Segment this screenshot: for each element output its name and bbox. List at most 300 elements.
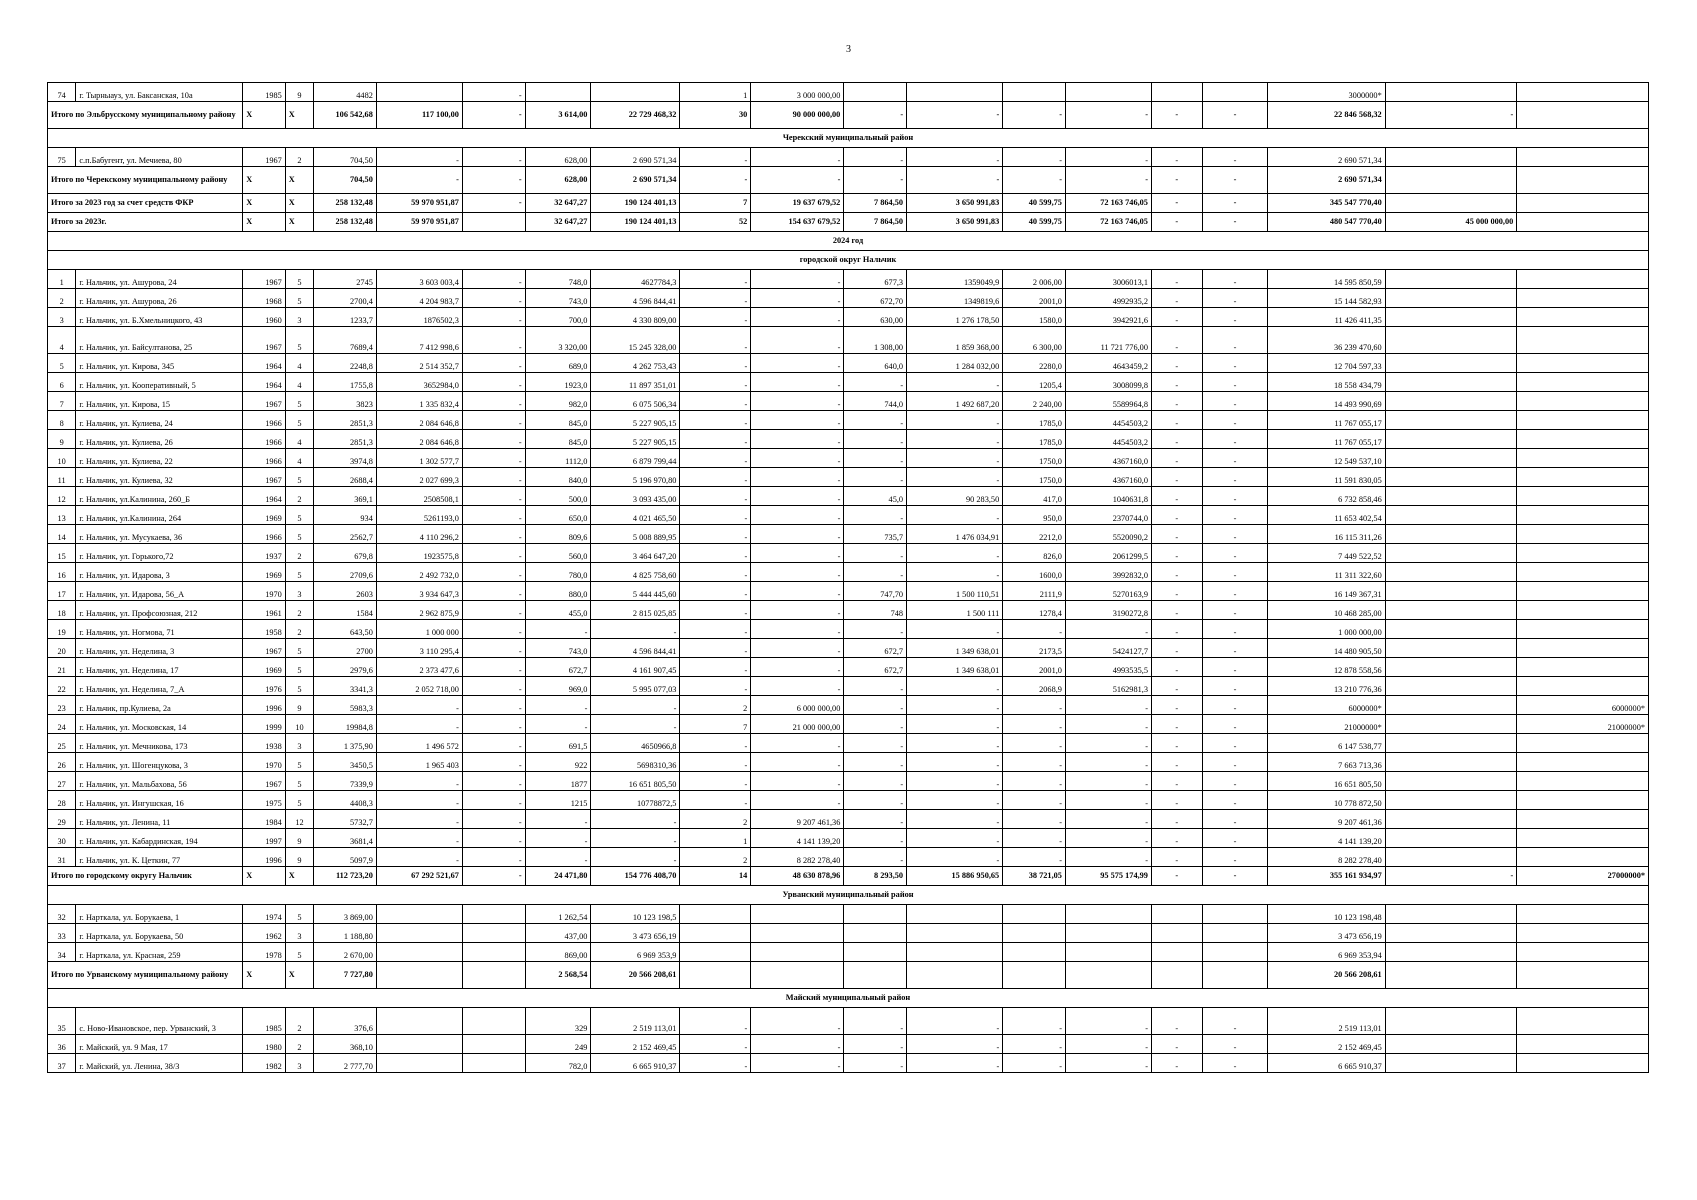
table-cell: - [907, 810, 1003, 829]
table-cell: 3 [285, 1054, 313, 1073]
table-cell: - [844, 373, 907, 392]
table-cell: 36 [48, 1035, 76, 1054]
table-cell: - [1202, 148, 1268, 167]
table-cell: - [1202, 392, 1268, 411]
table-row [48, 373, 1649, 392]
page-number: 3 [846, 44, 851, 55]
table-cell: 2 777,70 [314, 1054, 377, 1073]
table-cell: 4993535,5 [1065, 658, 1151, 677]
section-header-row [48, 251, 1649, 270]
table-cell [1003, 924, 1066, 943]
table-cell: 840,0 [525, 468, 591, 487]
table-cell: 258 132,48 [314, 194, 377, 213]
table-row [48, 1054, 1649, 1073]
table-cell: - [680, 544, 751, 563]
table-cell: 154 776 408,70 [591, 867, 680, 886]
table-cell: - [751, 327, 844, 354]
table-cell: 2068,9 [1003, 677, 1066, 696]
table-cell: 1966 [243, 411, 286, 430]
table-cell: - [844, 411, 907, 430]
table-cell: 1 500 111 [907, 601, 1003, 620]
table-cell: - [844, 102, 907, 129]
table-cell [1385, 962, 1517, 989]
table-cell [1385, 563, 1517, 582]
table-cell: 628,00 [525, 148, 591, 167]
table-cell: - [462, 867, 525, 886]
table-cell: 1967 [243, 270, 286, 289]
table-cell: - [1202, 658, 1268, 677]
table-cell: - [376, 772, 462, 791]
table-cell: - [1151, 810, 1202, 829]
table-cell: - [680, 582, 751, 601]
table-cell [1517, 905, 1649, 924]
total-row [48, 167, 1649, 194]
table-cell: - [751, 544, 844, 563]
table-cell: 934 [314, 506, 377, 525]
table-cell: - [1151, 848, 1202, 867]
table-cell [376, 905, 462, 924]
table-cell: - [1003, 696, 1066, 715]
table-cell: 5270163,9 [1065, 582, 1151, 601]
table-cell: 704,50 [314, 148, 377, 167]
table-cell [1151, 905, 1202, 924]
table-cell: - [907, 411, 1003, 430]
table-cell: 11 767 055,17 [1268, 430, 1385, 449]
table-cell: 1975 [243, 791, 286, 810]
table-row [48, 327, 1649, 354]
table-cell: 5 995 077,03 [591, 677, 680, 696]
table-cell: 95 575 174,99 [1065, 867, 1151, 886]
table-cell: 13 210 776,36 [1268, 677, 1385, 696]
table-cell: 4 204 983,7 [376, 289, 462, 308]
table-cell: - [1202, 601, 1268, 620]
table-cell: - [751, 487, 844, 506]
table-cell [1517, 563, 1649, 582]
table-cell [1517, 213, 1649, 232]
table-cell: 5 444 445,60 [591, 582, 680, 601]
table-cell: - [1202, 411, 1268, 430]
table-cell: 2851,3 [314, 430, 377, 449]
table-cell: 1 000 000,00 [1268, 620, 1385, 639]
table-cell: 5 227 905,15 [591, 411, 680, 430]
table-cell: - [751, 658, 844, 677]
table-cell [1517, 1035, 1649, 1054]
table-cell [1517, 506, 1649, 525]
table-cell: 2111,9 [1003, 582, 1066, 601]
table-cell: 2979,6 [314, 658, 377, 677]
table-cell: 376,6 [314, 1008, 377, 1035]
table-row [48, 270, 1649, 289]
table-cell: 2 052 718,00 [376, 677, 462, 696]
table-cell: Итого по городскому округу Нальчик [48, 867, 243, 886]
table-cell: 628,00 [525, 167, 591, 194]
total-row [48, 194, 1649, 213]
table-cell: - [1202, 620, 1268, 639]
table-cell [376, 943, 462, 962]
table-cell: 2709,6 [314, 563, 377, 582]
table-cell: 704,50 [314, 167, 377, 194]
table-cell: г. Нальчик, ул. Ингушская, 16 [76, 791, 243, 810]
table-row [48, 411, 1649, 430]
table-cell: Х [243, 962, 286, 989]
table-row [48, 943, 1649, 962]
table-cell: 3 934 647,3 [376, 582, 462, 601]
table-cell [1385, 544, 1517, 563]
table-cell: - [844, 753, 907, 772]
table-cell: 437,00 [525, 924, 591, 943]
table-cell: 3 000 000,00 [751, 83, 844, 102]
table-cell: 2370744,0 [1065, 506, 1151, 525]
table-cell [1517, 620, 1649, 639]
table-cell: 2851,3 [314, 411, 377, 430]
table-cell [1065, 905, 1151, 924]
table-cell: - [1151, 715, 1202, 734]
table-cell: Х [285, 194, 313, 213]
table-cell: - [462, 194, 525, 213]
table-cell: - [907, 468, 1003, 487]
table-cell: 672,7 [525, 658, 591, 677]
table-cell: - [907, 449, 1003, 468]
table-cell: 1985 [243, 1008, 286, 1035]
table-cell: 1 188,80 [314, 924, 377, 943]
table-cell: 1999 [243, 715, 286, 734]
table-cell [1517, 411, 1649, 430]
table-cell [751, 943, 844, 962]
table-cell: - [1065, 734, 1151, 753]
table-cell: 190 124 401,13 [591, 213, 680, 232]
table-cell: 5983,3 [314, 696, 377, 715]
table-cell: 21 000 000,00 [751, 715, 844, 734]
table-cell: 3823 [314, 392, 377, 411]
table-cell: 1359049,9 [907, 270, 1003, 289]
table-cell: 5 196 970,80 [591, 468, 680, 487]
table-cell: 4 [285, 354, 313, 373]
table-cell: 5 [285, 791, 313, 810]
repair-schedule-table [47, 82, 1649, 1073]
table-cell [1517, 639, 1649, 658]
table-cell [1385, 506, 1517, 525]
table-cell: 6 732 858,46 [1268, 487, 1385, 506]
table-cell: 2508508,1 [376, 487, 462, 506]
table-cell: 2 [285, 544, 313, 563]
table-cell: 31 [48, 848, 76, 867]
table-cell: 8 [48, 411, 76, 430]
table-cell: 1996 [243, 848, 286, 867]
table-cell: - [751, 289, 844, 308]
table-cell: - [462, 449, 525, 468]
table-cell [1517, 658, 1649, 677]
section-title: Черекский муниципальный район [48, 129, 1649, 148]
table-cell: 4367160,0 [1065, 468, 1151, 487]
table-cell: 5589964,8 [1065, 392, 1151, 411]
table-cell: - [844, 791, 907, 810]
table-cell: 3652984,0 [376, 373, 462, 392]
table-cell: г. Нальчик, ул. Кулиева, 22 [76, 449, 243, 468]
table-cell [1385, 848, 1517, 867]
table-cell: - [1003, 829, 1066, 848]
table-cell: 2 152 469,45 [591, 1035, 680, 1054]
table-cell: г. Нальчик, ул. Мечникова, 173 [76, 734, 243, 753]
table-cell: 7 864,50 [844, 213, 907, 232]
table-cell: г. Нальчик, ул. Кулиева, 24 [76, 411, 243, 430]
table-cell: - [1202, 867, 1268, 886]
table-cell: 1 375,90 [314, 734, 377, 753]
table-cell [1385, 392, 1517, 411]
section-header-row [48, 886, 1649, 905]
table-cell [1385, 289, 1517, 308]
table-cell: 969,0 [525, 677, 591, 696]
table-cell: - [376, 848, 462, 867]
table-row [48, 639, 1649, 658]
table-cell [680, 905, 751, 924]
table-cell: Х [285, 213, 313, 232]
table-cell: - [1151, 308, 1202, 327]
table-cell: - [907, 1035, 1003, 1054]
table-cell [1385, 829, 1517, 848]
table-row [48, 83, 1649, 102]
table-cell: 679,8 [314, 544, 377, 563]
table-cell: 1 859 368,00 [907, 327, 1003, 354]
table-cell: 1 [48, 270, 76, 289]
table-cell: 59 970 951,87 [376, 194, 462, 213]
table-cell: 1877 [525, 772, 591, 791]
table-cell: 1580,0 [1003, 308, 1066, 327]
table-cell: - [462, 677, 525, 696]
table-cell: - [680, 753, 751, 772]
table-cell: 19 637 679,52 [751, 194, 844, 213]
table-cell: 2 815 025,85 [591, 601, 680, 620]
table-cell: 5 [285, 392, 313, 411]
table-cell: 12 549 537,10 [1268, 449, 1385, 468]
table-cell: - [1151, 1054, 1202, 1073]
table-cell: 5520090,2 [1065, 525, 1151, 544]
table-cell: 1980 [243, 1035, 286, 1054]
table-cell: 2 027 699,3 [376, 468, 462, 487]
table-cell: 40 599,75 [1003, 194, 1066, 213]
table-cell: - [1202, 167, 1268, 194]
table-cell: - [680, 327, 751, 354]
table-cell: г. Нальчик, ул. Кулиева, 26 [76, 430, 243, 449]
table-cell: Х [243, 194, 286, 213]
table-cell: 5424127,7 [1065, 639, 1151, 658]
table-cell: - [1202, 373, 1268, 392]
table-cell: 3190272,8 [1065, 601, 1151, 620]
table-cell: - [591, 715, 680, 734]
table-cell: - [680, 1054, 751, 1073]
table-cell [1065, 924, 1151, 943]
table-cell: 1978 [243, 943, 286, 962]
table-cell: 9 207 461,36 [751, 810, 844, 829]
table-cell: 3000000* [1268, 83, 1385, 102]
table-cell: 1966 [243, 449, 286, 468]
table-cell: 4 141 139,20 [751, 829, 844, 848]
table-cell: 19 [48, 620, 76, 639]
table-cell [1517, 962, 1649, 989]
table-cell: г. Нальчик, ул. Кабардинская, 194 [76, 829, 243, 848]
table-cell: 3 [48, 308, 76, 327]
table-cell: - [1065, 810, 1151, 829]
table-cell: 2 [680, 810, 751, 829]
table-cell: 11 653 402,54 [1268, 506, 1385, 525]
table-cell: - [751, 1035, 844, 1054]
table-cell: 6 300,00 [1003, 327, 1066, 354]
table-cell: 4 825 758,60 [591, 563, 680, 582]
table-cell: - [844, 506, 907, 525]
table-cell: 1215 [525, 791, 591, 810]
table-cell: 16 651 805,50 [1268, 772, 1385, 791]
table-cell: 1984 [243, 810, 286, 829]
table-cell: 1976 [243, 677, 286, 696]
table-cell: - [680, 167, 751, 194]
table-cell: 2 006,00 [1003, 270, 1066, 289]
table-cell: 30 [680, 102, 751, 129]
table-cell [1385, 354, 1517, 373]
table-cell: - [680, 354, 751, 373]
table-cell: 2 [680, 696, 751, 715]
table-cell: 1967 [243, 327, 286, 354]
table-cell [1385, 487, 1517, 506]
table-cell: 90 283,50 [907, 487, 1003, 506]
table-cell: 329 [525, 1008, 591, 1035]
table-cell: 40 599,75 [1003, 213, 1066, 232]
table-cell: 5 [285, 525, 313, 544]
table-cell: - [1003, 620, 1066, 639]
table-cell: - [462, 582, 525, 601]
table-cell: - [844, 563, 907, 582]
table-cell: 2 690 571,34 [591, 148, 680, 167]
table-cell [1517, 167, 1649, 194]
table-cell [1065, 943, 1151, 962]
table-cell: 1938 [243, 734, 286, 753]
table-cell: 7 [680, 194, 751, 213]
table-cell: 1 [680, 829, 751, 848]
table-cell: 2 519 113,01 [1268, 1008, 1385, 1035]
table-cell: 2001,0 [1003, 658, 1066, 677]
table-cell [1003, 943, 1066, 962]
table-cell [1385, 924, 1517, 943]
table-cell [907, 83, 1003, 102]
table-cell: - [844, 734, 907, 753]
table-cell: - [1151, 601, 1202, 620]
table-cell: - [525, 620, 591, 639]
table-cell: - [1003, 753, 1066, 772]
table-cell: 20 [48, 639, 76, 658]
table-cell: - [844, 544, 907, 563]
table-cell: - [462, 848, 525, 867]
table-cell: 9 [285, 83, 313, 102]
table-cell [1202, 962, 1268, 989]
table-cell: 5162981,3 [1065, 677, 1151, 696]
table-cell: 845,0 [525, 411, 591, 430]
table-cell: 36 239 470,60 [1268, 327, 1385, 354]
table-cell [1385, 327, 1517, 354]
table-cell: 5 [285, 289, 313, 308]
table-cell: 2700 [314, 639, 377, 658]
table-cell: 1961 [243, 601, 286, 620]
table-cell: - [844, 620, 907, 639]
table-cell: 2 [285, 1008, 313, 1035]
table-cell: г. Нальчик, ул. Московская, 14 [76, 715, 243, 734]
table-cell: Х [243, 867, 286, 886]
table-cell: - [1151, 354, 1202, 373]
table-cell: - [844, 696, 907, 715]
table-cell: 691,5 [525, 734, 591, 753]
table-cell: с.п.Бабугент, ул. Мечиева, 80 [76, 148, 243, 167]
table-cell: 1 262,54 [525, 905, 591, 924]
table-cell [1517, 1008, 1649, 1035]
table-cell [844, 83, 907, 102]
table-cell [1517, 83, 1649, 102]
table-cell: 1923,0 [525, 373, 591, 392]
table-cell: 1964 [243, 354, 286, 373]
table-cell: 2 [285, 487, 313, 506]
table-cell: 72 163 746,05 [1065, 213, 1151, 232]
table-cell: 2 690 571,34 [591, 167, 680, 194]
table-cell: 1600,0 [1003, 563, 1066, 582]
table-cell: 1785,0 [1003, 430, 1066, 449]
table-cell [376, 1035, 462, 1054]
table-cell: - [907, 791, 1003, 810]
table-cell: г. Нарткала, ул. Борукаева, 1 [76, 905, 243, 924]
table-cell: - [1385, 102, 1517, 129]
table-cell [1385, 468, 1517, 487]
table-cell [1385, 696, 1517, 715]
table-cell: 12 878 558,56 [1268, 658, 1385, 677]
table-cell: г. Майский, ул. 9 Мая, 17 [76, 1035, 243, 1054]
table-cell [1385, 639, 1517, 658]
table-cell: - [751, 582, 844, 601]
table-cell: - [462, 715, 525, 734]
table-cell: 2 240,00 [1003, 392, 1066, 411]
table-cell: 3974,8 [314, 449, 377, 468]
table-cell: 1985 [243, 83, 286, 102]
table-cell: 4408,3 [314, 791, 377, 810]
table-cell: - [376, 791, 462, 810]
table-cell: - [751, 601, 844, 620]
table-row [48, 791, 1649, 810]
table-cell: 11 426 411,35 [1268, 308, 1385, 327]
table-cell: - [462, 525, 525, 544]
table-cell: 6 000 000,00 [751, 696, 844, 715]
table-cell: 1967 [243, 772, 286, 791]
table-cell [376, 1008, 462, 1035]
table-cell [844, 924, 907, 943]
table-cell: - [751, 563, 844, 582]
table-cell: - [1202, 213, 1268, 232]
table-cell: - [680, 639, 751, 658]
table-cell: 48 630 878,96 [751, 867, 844, 886]
table-cell: - [680, 563, 751, 582]
table-cell [1517, 582, 1649, 601]
table-cell: - [751, 308, 844, 327]
table-cell: 5 [285, 563, 313, 582]
table-cell: 1278,4 [1003, 601, 1066, 620]
table-cell: 9 207 461,36 [1268, 810, 1385, 829]
table-cell: 345 547 770,40 [1268, 194, 1385, 213]
table-row [48, 696, 1649, 715]
table-cell: 4 330 809,00 [591, 308, 680, 327]
table-cell [1202, 83, 1268, 102]
table-cell [1202, 943, 1268, 962]
table-cell: г. Нальчик, ул. Ленина, 11 [76, 810, 243, 829]
table-cell: - [1202, 734, 1268, 753]
table-cell: 5 [285, 639, 313, 658]
table-cell: - [680, 1008, 751, 1035]
table-cell: 630,00 [844, 308, 907, 327]
table-cell: г. Нальчик, ул.Калинина, 260_Б [76, 487, 243, 506]
table-cell: - [844, 148, 907, 167]
table-row [48, 620, 1649, 639]
